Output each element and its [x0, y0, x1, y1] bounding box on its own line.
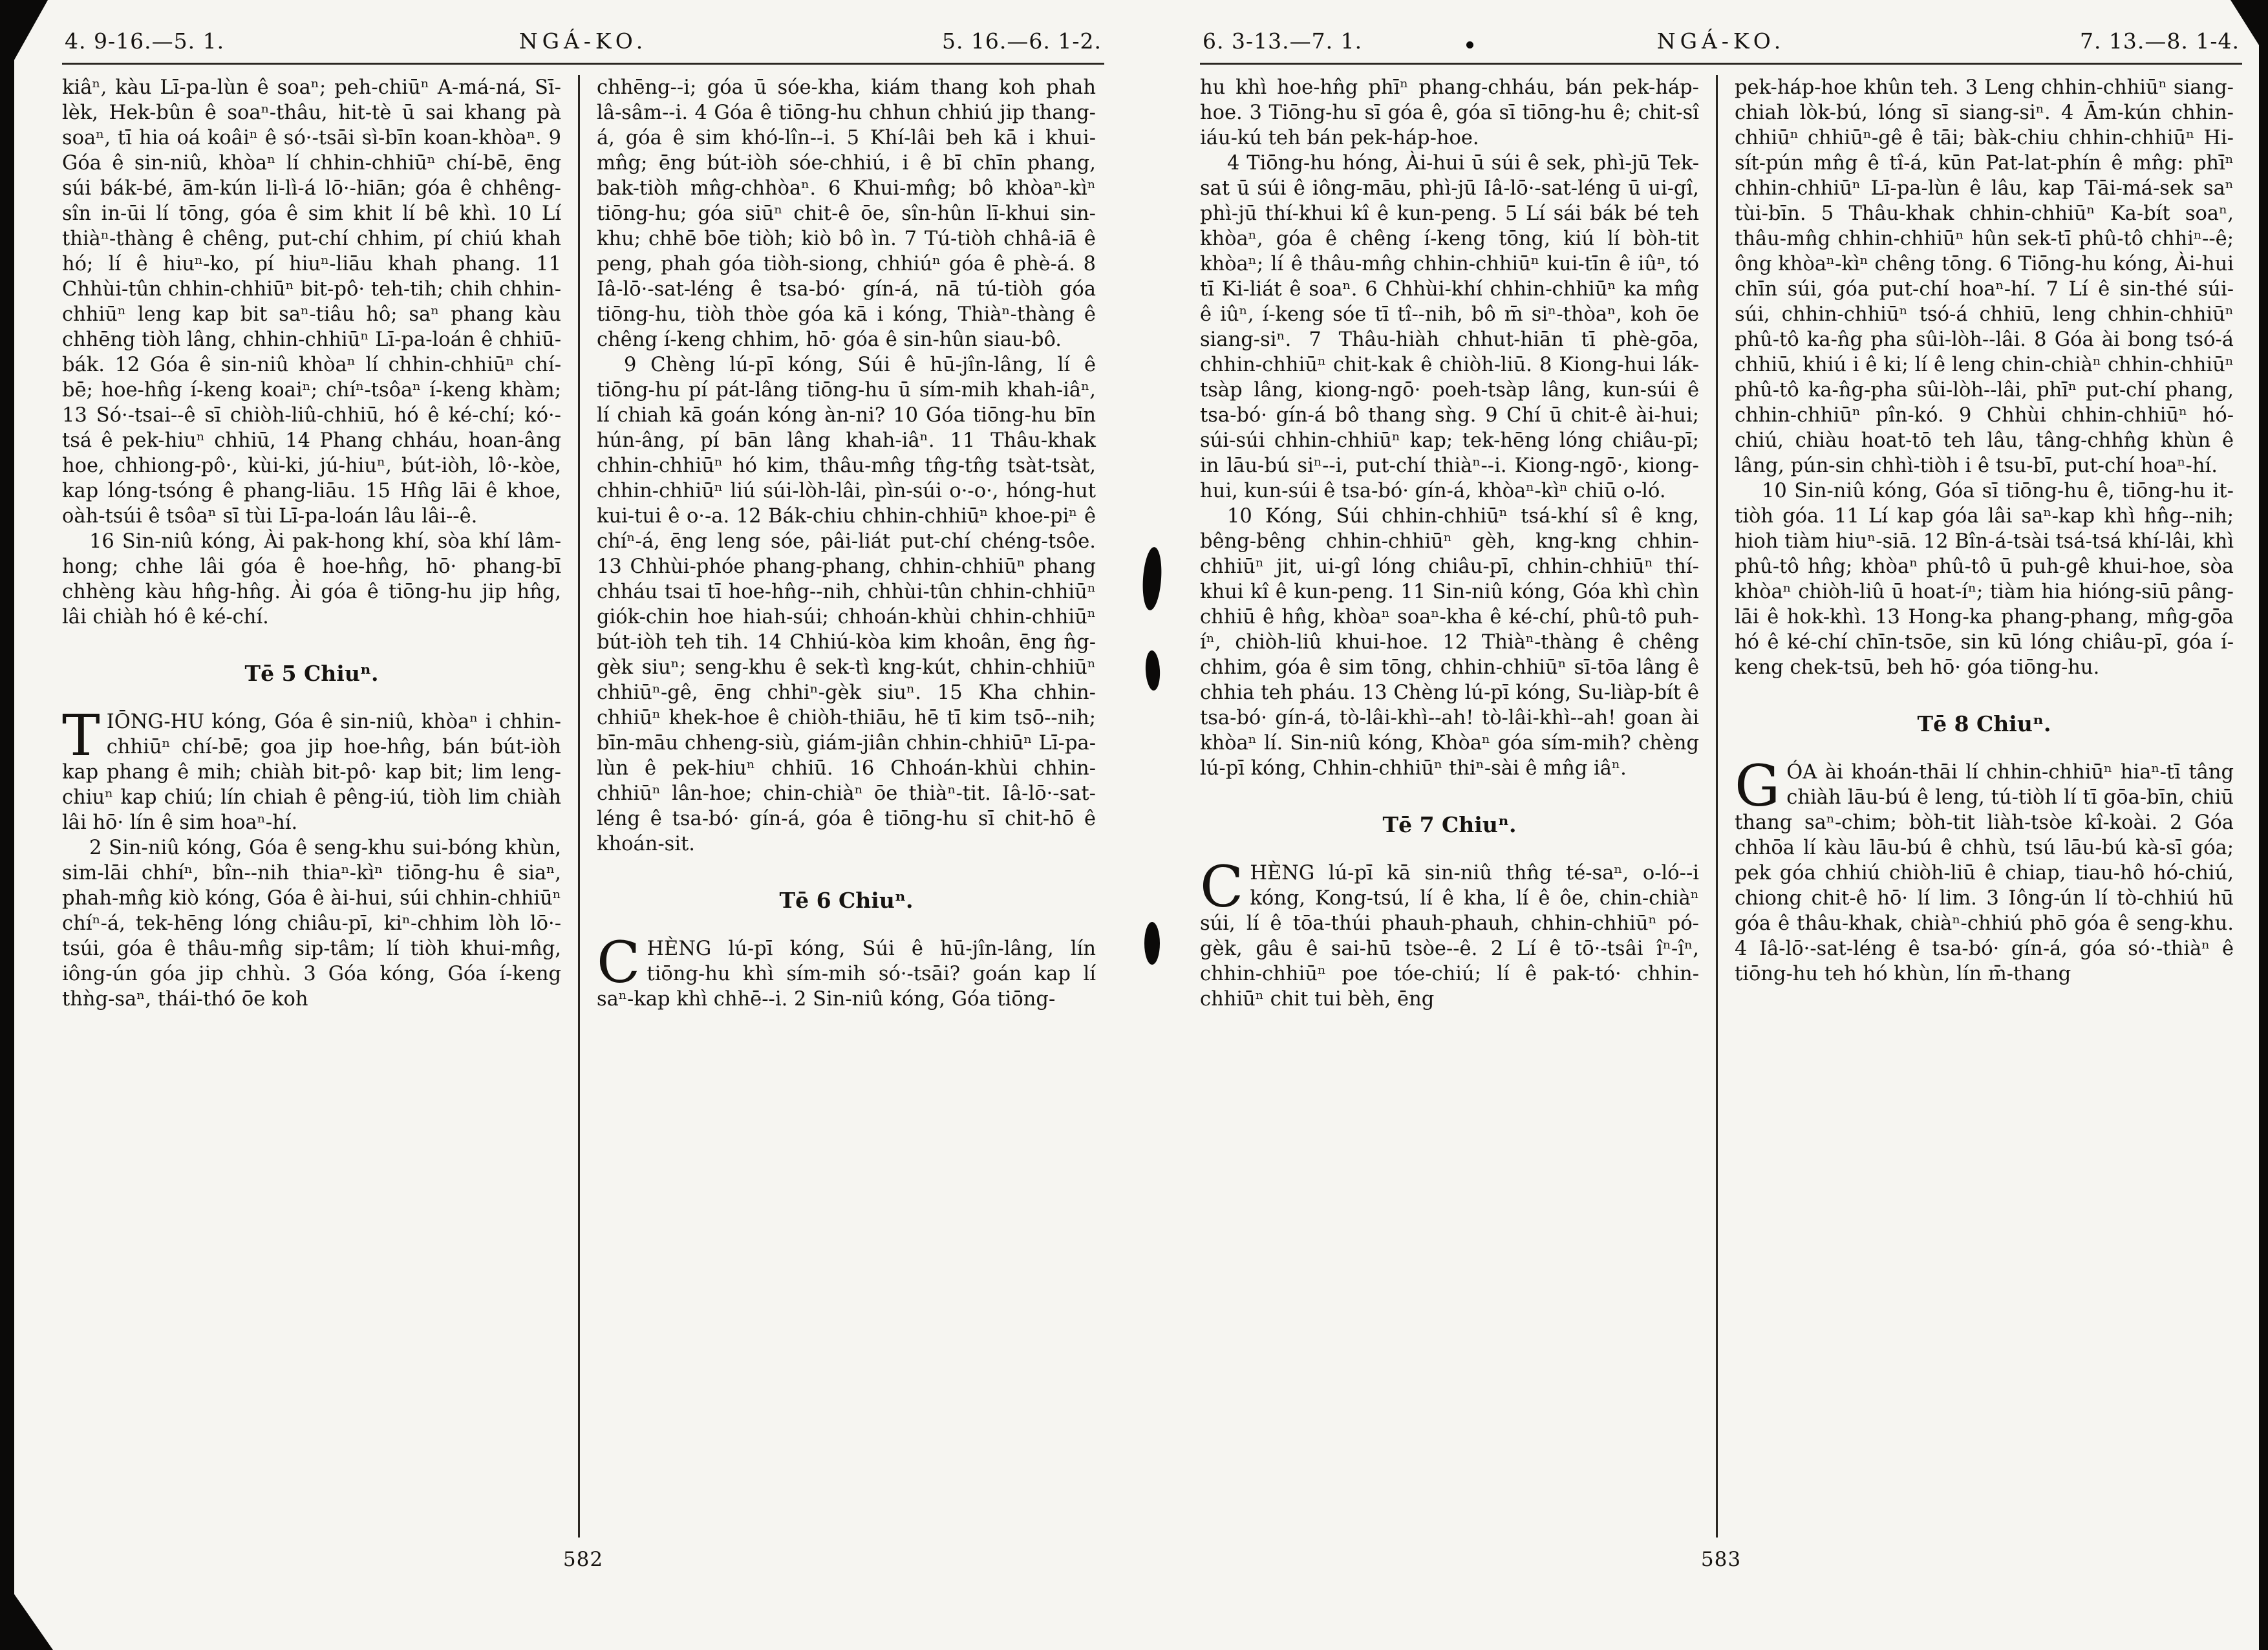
paragraph-dropcap: CHÈNG lú-pī kóng, Súi ê hū-jîn-lâng, lín tiōng-hu khì sím-mih só·-tsāi? goán kap lí saⁿ-kap khì chhē--i. 2 Sin-niû kóng, Góa tiōng-	[597, 929, 1096, 1011]
dropcap-initial: C	[597, 929, 641, 996]
paragraph: 10 Kóng, Súi chhin-chhiūⁿ tsá-khí sî ê kng, bêng-bêng chhin-chhiūⁿ gèh, kng-kng chhin-chhiūⁿ jit, ui-gî lóng chiâu-pī, chhin-chhiūⁿ thí-khui kî ê kun-peng. 11 Sin-niû kóng, Góa khì chìn chhiū ê hn̂g, khòaⁿ soaⁿ-kha ê ké-chí, phû-tô puh-íⁿ, chiòh-liû khui-hoe. 12 Thiàⁿ-thàng ê chêng chhim, góa ê sim tōng, chhin-chhiūⁿ sī-tōa lâng ê chhia teh pháu. 13 Chèng lú-pī kóng, Su-liàp-bít ê tsa-bó· gín-á, tò-lâi-khì--ah! tò-lâi-khì--ah! goan ài khòaⁿ lí. Sin-niû kóng, Khòaⁿ góa sím-mih? chèng lú-pī kóng, Chhin-chhiūⁿ thiⁿ-sài ê mn̂g iâⁿ.	[1200, 505, 1699, 780]
scan-edge-shadow-left	[0, 0, 14, 1650]
dropcap-initial: T	[62, 702, 100, 769]
column-divider-rule	[1716, 75, 1718, 1538]
page-number: 583	[1700, 1548, 1742, 1571]
scan-corner-shadow-top-left	[0, 0, 48, 85]
page-left	[62, 28, 1104, 1571]
page-header	[62, 28, 1104, 65]
text-column-2	[1735, 75, 2234, 1538]
scan-corner-shadow-bottom-left	[0, 1574, 53, 1650]
binding-ink-mark	[1144, 650, 1161, 691]
paragraph-dropcap: CHÈNG lú-pī kā sin-niû thn̂g té-saⁿ, o-ló--i kóng, Kong-tsú, lí ê kha, lí ê ôe, chin-chiàⁿ súi, lí ê tōa-thúi phauh-phauh, chhin-chhiūⁿ pó-gèk, gâu ê sai-hū tsòe--ê. 2 Lí ê tō·-tsâi îⁿ-îⁿ, chhin-chhiūⁿ poe tóe-chiú; lí ê pak-tó· chhin-chhiūⁿ chit tui bèh, ēng	[1200, 853, 1699, 1011]
chapter-heading: Tē 8 Chiuⁿ.	[1917, 711, 2051, 736]
header-verse-range-right: 7. 13.—8. 1-4.	[2079, 28, 2240, 54]
scan-corner-shadow-top-right	[2231, 0, 2268, 59]
chapter-heading: Tē 7 Chiuⁿ.	[1382, 812, 1517, 837]
scan-edge-shadow-right	[2259, 0, 2268, 1650]
paragraph: chhēng--i; góa ū sóe-kha, kiám thang koh phah lâ-sâm--i. 4 Góa ê tiōng-hu chhun chhiú jip thang-á, góa ê sim khó-lîn--i. 5 Khí-lâi beh kā i khui-mn̂g; ēng bút-iòh sóe-chhiú, i ê bī chīn phang, bak-tiòh mn̂g-chhòaⁿ. 6 Khui-mn̂g; bô khòaⁿ-kìⁿ tiōng-hu; góa siūⁿ chit-ê ōe, sîn-hûn lī-khui sin-khu; chhē bōe tiòh; kiò bô ìn. 7 Tú-tiòh chhâ-iā ê peng, phah góa tiòh-siong, chhiúⁿ góa ê phè-á. 8 Iâ-lō·-sat-léng ê tsa-bó· gín-á, nā tú-tiòh góa tiōng-hu, tiòh thòe góa kā i kóng, Thiàⁿ-thàng ê chêng í-keng chhim, hō· góa ê sin-hûn siau-bô.	[597, 76, 1096, 351]
text-columns	[1200, 75, 2242, 1538]
binding-ink-mark	[1144, 922, 1160, 965]
page-header	[1200, 28, 2242, 65]
chapter-heading: Tē 5 Chiuⁿ.	[244, 661, 379, 686]
paragraph: 16 Sin-niû kóng, Ài pak-hong khí, sòa khí lâm-hong; chhe lâi góa ê hoe-hn̂g, hō· phang-bī chhèng kàu hn̂g-hn̂g. Ài góa ê tiōng-hu jip hn̂g, lâi chiàh hó ê ké-chí.	[62, 530, 561, 628]
paragraph: 9 Chèng lú-pī kóng, Súi ê hū-jîn-lâng, lí ê tiōng-hu pí pát-lâng tiōng-hu ū sím-mih khah-iâⁿ, lí chiah kā goán kóng àn-ni? 10 Góa tiōng-hu bīn hún-âng, pí bān lâng khah-iâⁿ. 11 Thâu-khak chhin-chhiūⁿ hó kim, thâu-mn̂g tn̂g-tn̂g tsàt-tsàt, chhin-chhiūⁿ liú súi-lòh-lâi, pìn-súi o·-o·, hóng-hut kui-tui ê o·-a. 12 Bák-chiu chhin-chhiūⁿ khoe-piⁿ ê chíⁿ-á, ēng leng sóe, pâi-liát put-chí chéng-tsôe. 13 Chhùi-phóe phang-phang, chhin-chhiūⁿ phang chháu tsai tī hoe-hn̂g--nih, chhùi-tûn chhin-chhiūⁿ giók-chin hoe hiah-súi; chhoán-khùi chhin-chhiūⁿ bút-iòh teh tih. 14 Chhiú-kòa kim khoân, ēng n̂g-gèk siuⁿ; seng-khu ê sek-tì kng-kút, chhin-chhiūⁿ chhiūⁿ-gê, ēng chhiⁿ-gèk siuⁿ. 15 Kha chhin-chhiūⁿ khek-hoe ê chiòh-thiāu, hē tī kim tsō--nih; bīn-māu chheng-siù, giám-jiân chhin-chhiūⁿ Lī-pa-lùn ê pek-hiuⁿ chhiū. 16 Chhoán-khùi chhin-chhiūⁿ lân-hoe; chin-chiàⁿ ōe thiàⁿ-tit. Iâ-lō·-sat-léng ê tsa-bó· gín-á, góa ê tiōng-hu sī chit-hō ê khoán-sit.	[597, 354, 1096, 855]
paragraph: kiâⁿ, kàu Lī-pa-lùn ê soaⁿ; peh-chiūⁿ A-má-ná, Sī-lèk, Hek-bûn ê soaⁿ-thâu, hit-tè ū sai khang pà soaⁿ, tī hia oá koâiⁿ ê só·-tsāi sì-bīn koan-khòaⁿ. 9 Góa ê sin-niû, khòaⁿ lí chhin-chhiūⁿ chí-bē, ēng súi bák-bé, ām-kún li-lì-á lō·-hiān; góa ê chhêng-sîn in-ūi lí tōng, góa ê sim khit lí bê khì. 10 Lí thiàⁿ-thàng ê chêng, put-chí chhim, pí chiú khah hó; lí ê hiuⁿ-ko, pí hiuⁿ-liāu khah phang. 11 Chhùi-tûn chhin-chhiūⁿ bit-pô· teh-tih; chih chhin-chhiūⁿ leng kap bit saⁿ-tiâu hô; saⁿ phang kàu chhēng tiòh lâng, chhin-chhiūⁿ Lī-pa-loán ê chhiū-bák. 12 Góa ê sin-niû khòaⁿ lí chhin-chhiūⁿ chí-bē; hoe-hn̂g í-keng koaiⁿ; chíⁿ-tsôaⁿ í-keng khàm; 13 Só·-tsai--ê sī chiòh-liû-chhiū, hó ê ké-chí; kó·-tsá ê pek-hiuⁿ chhiū, 14 Phang chháu, hoan-âng hoe, chhiong-pô·, kùi-ki, jú-hiuⁿ, bút-iòh, lô·-kòe, kap lóng-tsóng ê phang-liāu. 15 Hn̂g lāi ê khoe, oàh-tsúi ê tsôaⁿ sī tùi Lī-pa-loán lâu lâi--ê.	[62, 76, 562, 528]
page-number: 582	[562, 1548, 604, 1571]
header-verse-range-left: 4. 9-16.—5. 1.	[65, 28, 225, 54]
paragraph: 2 Sin-niû kóng, Góa ê seng-khu sui-bóng khùn, sim-lāi chhíⁿ, bîn--nih thiaⁿ-kìⁿ tiōng-hu ê siaⁿ, phah-mn̂g kiò kóng, Góa ê ài-hui, súi chhin-chhiūⁿ chíⁿ-á, tek-hēng lóng chiâu-pī, kiⁿ-chhim lòh lō·-tsúi, góa ê thâu-mn̂g sip-tâm; lí tiòh khui-mn̂g, iông-ún góa jip chhù. 3 Góa kóng, Góa í-keng thǹg-saⁿ, thái-thó ōe koh	[62, 837, 561, 1011]
dropcap-initial: G	[1735, 753, 1781, 819]
text-column-2	[597, 75, 1096, 1538]
binding-ink-mark	[1141, 546, 1164, 611]
text-column-1	[62, 75, 561, 1538]
paragraph-dropcap: TIŌNG-HU kóng, Góa ê sin-niû, khòaⁿ i chhin-chhiūⁿ chí-bē; goa jip hoe-hn̂g, bán bút-iòh kap phang ê mih; chiàh bit-pô· kap bit; lim leng-chiuⁿ kap chiú; lín chiah ê pêng-iú, tiòh lim chiàh lâi hō· lín ê sim hoaⁿ-hí.	[62, 702, 561, 834]
paragraph: hu khì hoe-hn̂g phīⁿ phang-chháu, bán pek-háp-hoe. 3 Tiōng-hu sī góa ê, góa sī tiōng-hu ê; chit-sî iáu-kú teh bán pek-háp-hoe.	[1200, 76, 1699, 149]
column-divider-rule	[578, 75, 580, 1538]
dropcap-initial: C	[1200, 853, 1244, 920]
paragraph: 4 Tiōng-hu hóng, Ài-hui ū súi ê sek, phì-jū Tek-sat ū súi ê iông-māu, phì-jū Iâ-lō·-sat-léng ū ui-gî, phì-jū thí-khui kî ê kun-peng. 5 Lí sái bák bé teh khòaⁿ, góa ê chêng í-keng tōng, kiú lí bòh-tit khòaⁿ; lí ê thâu-mn̂g chhin-chhiūⁿ kui-tīn ê iûⁿ, tó tī Ki-liát ê soaⁿ. 6 Chhùi-khí chhin-chhiūⁿ ka mn̂g ê iûⁿ, í-keng sóe tī tî--nih, bô m̄ siⁿ-thòaⁿ, koh ōe siang-siⁿ. 7 Thâu-hiàh chhut-hiān tī phè-gōa, chhin-chhiūⁿ chit-kak ê chiòh-liū. 8 Kiong-hui lák-tsàp lâng, kiong-ngō· poeh-tsàp lâng, kun-súi ê tsa-bó· gín-á bô thang sǹg. 9 Chí ū chit-ê ài-hui; súi-súi chhin-chhiūⁿ kap; tek-hēng lóng chiâu-pī; in lāu-bú siⁿ--i, put-chí thiàⁿ--i. Kiong-ngō·, kiong-hui, kun-súi ê tsa-bó· gín-á, khòaⁿ-kìⁿ chiū o-ló.	[1200, 152, 1699, 502]
paragraph-dropcap: GÓA ài khoán-thāi lí chhin-chhiūⁿ hiaⁿ-tī tâng chiàh lāu-bú ê leng, tú-tiòh lí tī gōa-bīn, chiū thang saⁿ-chim; bòh-tit liàh-tsòe kî-koài. 2 Góa chhōa lí kàu lāu-bú ê chhù, tsú lāu-bú kà-sī góa; pek góa chhiú chiòh-liū ê chiap, tiau-hô hó-chiú, chiong chit-ê hō· lí lim. 3 Iông-ún lí tò-chhiú hū góa ê thâu-khak, chiàⁿ-chhiú phō góa ê seng-khu. 4 Iâ-lō·-sat-léng ê tsa-bó· gín-á, góa só·-thiàⁿ ê tiōng-hu teh hó khùn, lín m̄-thang	[1735, 753, 2234, 985]
paragraph: pek-háp-hoe khûn teh. 3 Leng chhin-chhiūⁿ siang-chiah lòk-bú, lóng sī siang-siⁿ. 4 Ām-kún chhin-chhiūⁿ chhiūⁿ-gê ê tāi; bàk-chiu chhin-chhiūⁿ Hi-sít-pún mn̂g ê tî-á, kūn Pat-lat-phín ê mn̂g: phīⁿ chhin-chhiūⁿ Lī-pa-lùn ê lâu, kap Tāi-má-sek saⁿ tùi-bīn. 5 Thâu-khak chhin-chhiūⁿ Ka-bít soaⁿ, thâu-mn̂g chhin-chhiūⁿ hûn sek-tī phû-tô chhiⁿ--ê; ông khòaⁿ-kìⁿ chêng tōng. 6 Tiōng-hu kóng, Ài-hui chīn súi, góa put-chí hoaⁿ-hí. 7 Lí ê sin-thé súi-súi, chhin-chhiūⁿ tsó-á chhiū, leng chhin-chhiūⁿ phû-tô ka-n̂g pha sûi-lòh--lâi. 8 Góa ài bong tsó-á chhiū, khiú i ê ki; lí ê leng chin-chiàⁿ chhin-chhiūⁿ phû-tô ka-n̂g-pha sûi-lòh--lâi, phīⁿ put-chí phang, chhin-chhiūⁿ pîn-kó. 9 Chhùi chhin-chhiūⁿ hó-chiú, chiàu hoat-tō teh lâu, tâng-chhn̂g khùn ê lâng, pún-sin chhì-tiòh i ê tsu-bī, put-chí hoaⁿ-hí.	[1735, 76, 2234, 477]
text-columns	[62, 75, 1104, 1538]
header-ink-speck	[1466, 41, 1473, 48]
header-verse-range-right: 5. 16.—6. 1-2.	[941, 28, 1102, 54]
chapter-heading: Tē 6 Chiuⁿ.	[779, 888, 914, 913]
paragraph: 10 Sin-niû kóng, Góa sī tiōng-hu ê, tiōng-hu it-tiòh góa. 11 Lí kap góa lâi saⁿ-kap khì hn̂g--nih; hioh tiàm hiuⁿ-siā. 12 Bîn-á-tsài tsá-tsá khí-lâi, khì phû-tô hn̂g; khòaⁿ phû-tô ū puh-gê khui-hoe, sòa khòaⁿ chiòh-liû ū hoat-íⁿ; tiàm hia hióng-siū pâng-lāi ê hok-khì. 13 Hong-ka phang-phang, mn̂g-gōa hó ê ké-chí chīn-tsōe, sin kū lóng chiâu-pī, góa í-keng chek-tsū, beh hō· góa tiōng-hu.	[1735, 480, 2234, 679]
page-right	[1200, 28, 2242, 1571]
running-title: NGÁ-KO.	[1656, 28, 1786, 54]
running-title: NGÁ-KO.	[519, 28, 648, 54]
header-verse-range-left: 6. 3-13.—7. 1.	[1203, 28, 1363, 54]
text-column-1	[1200, 75, 1699, 1538]
